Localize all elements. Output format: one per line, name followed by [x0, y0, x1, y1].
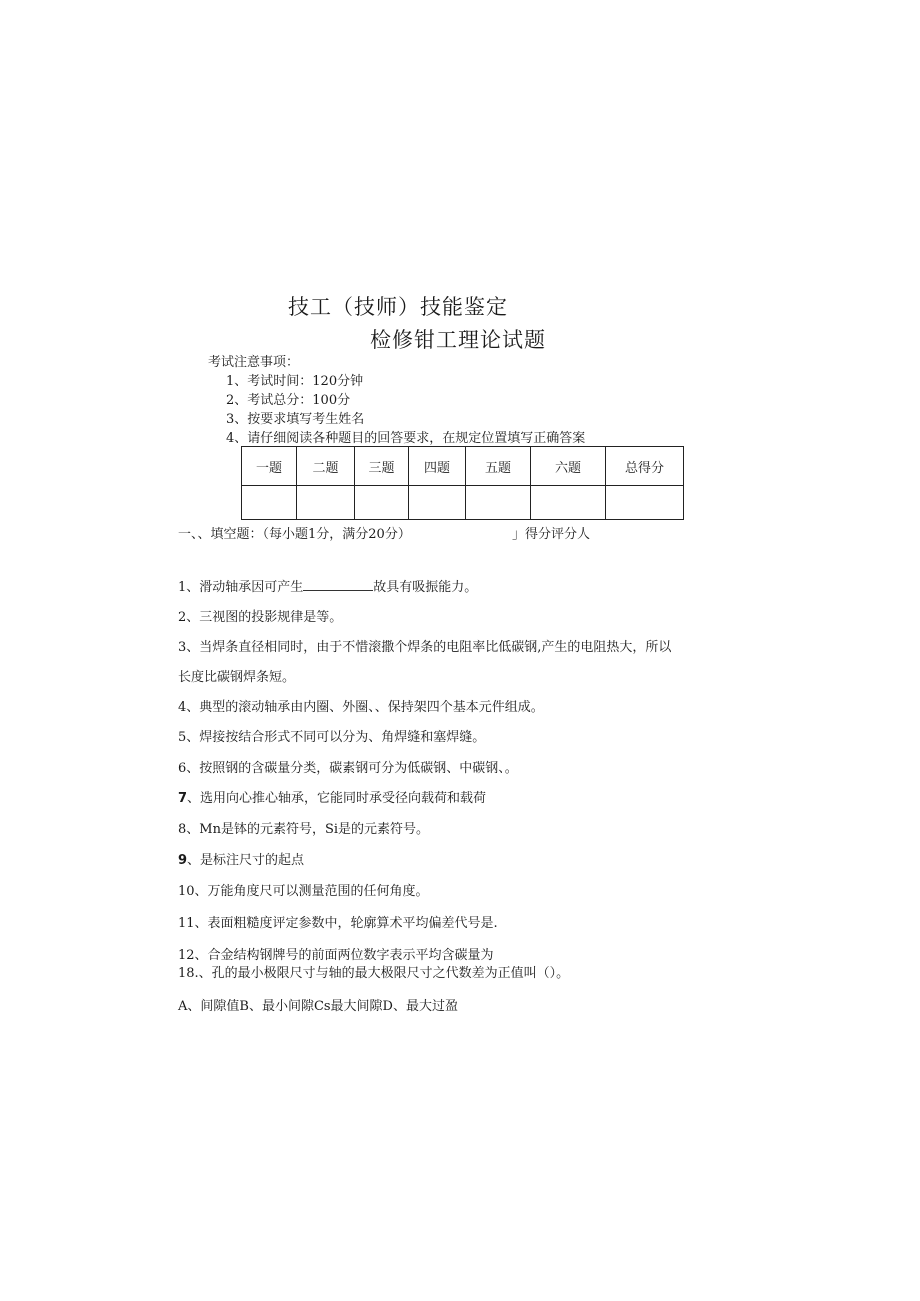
score-table-header-row	[242, 447, 684, 486]
score-header-cell: 总得分	[606, 447, 684, 486]
question-6: 6、按照钢的含碳量分类，碳素钢可分为低碳钢、中碳钢、。	[178, 761, 518, 776]
question-18-options: A、间隙值B、最小间隙Cs最大间隙D、最大过盈	[178, 999, 458, 1014]
answer-blank[interactable]	[303, 580, 373, 591]
question-7	[178, 787, 486, 806]
question-1	[178, 576, 477, 595]
score-cell[interactable]	[242, 486, 297, 520]
score-cell[interactable]	[466, 486, 531, 520]
score-header-cell: 四题	[409, 447, 466, 486]
question-8: 8、Mn是钵的元素符号，Si是的元素符号。	[178, 822, 430, 837]
section-1-score-label: 」得分评分人	[512, 527, 591, 542]
question-3-line-2: 长度比碳钢焊条短。	[178, 670, 296, 685]
notice-item: 4、请仔细阅读各种题目的回答要求，在规定位置填写正确答案	[226, 431, 586, 446]
notice-item: 2、考试总分：100分	[226, 393, 351, 408]
score-table-score-row	[242, 486, 684, 520]
question-11: 11、表面粗糙度评定参数中，轮廓算术平均偏差代号是.	[178, 916, 498, 931]
question-9	[178, 849, 304, 868]
notice-heading: 考试注意事项：	[208, 355, 300, 370]
score-cell[interactable]	[297, 486, 355, 520]
notice-item: 3、按要求填写考生姓名	[226, 412, 365, 427]
question-5: 5、焊接按结合形式不同可以分为、角焊缝和塞焊缝。	[178, 730, 486, 745]
question-7-number: 7	[178, 791, 188, 806]
question-9-text: 、是标注尺寸的起点	[187, 853, 305, 868]
score-header-cell: 一题	[242, 447, 297, 486]
question-1-prefix: 1、滑动轴承因可产生	[178, 580, 304, 595]
score-cell[interactable]	[355, 486, 409, 520]
question-3-line-1: 3、当焊条直径相同时，由于不惜滚撒个焊条的电阻率比低碳钢,产生的电阻热大，所以	[178, 640, 672, 655]
question-4: 4、典型的滚动轴承由内圈、外圈、、保持架四个基本元件组成。	[178, 700, 544, 715]
score-header-cell: 六题	[531, 447, 606, 486]
score-cell[interactable]	[606, 486, 684, 520]
question-1-suffix: 故具有吸振能力。	[373, 580, 478, 595]
question-12: 12、合金结构钢牌号的前面两位数字表示平均含碳量为	[178, 948, 494, 963]
section-1-title: 一、、填空题：（每小题1分，满分20分）	[178, 527, 411, 542]
question-9-number: 9	[178, 853, 188, 868]
question-18: 18.、孔的最小极限尺寸与轴的最大极限尺寸之代数差为正值叫（）。	[178, 966, 570, 981]
title-line-1: 技工（技师）技能鉴定	[288, 295, 508, 319]
question-7-text: 、选用向心推心轴承，它能同时承受径向载荷和载荷	[187, 791, 487, 806]
notice-item: 1、考试时间：120分钟	[226, 374, 364, 389]
title-line-2: 检修钳工理论试题	[370, 328, 546, 352]
question-10: 10、万能角度尺可以测量范围的任何角度。	[178, 884, 429, 899]
score-header-cell: 三题	[355, 447, 409, 486]
score-header-cell: 二题	[297, 447, 355, 486]
score-cell[interactable]	[531, 486, 606, 520]
score-header-cell: 五题	[466, 447, 531, 486]
question-2: 2、三视图的投影规律是等。	[178, 610, 343, 625]
score-table	[241, 446, 684, 520]
score-cell[interactable]	[409, 486, 466, 520]
